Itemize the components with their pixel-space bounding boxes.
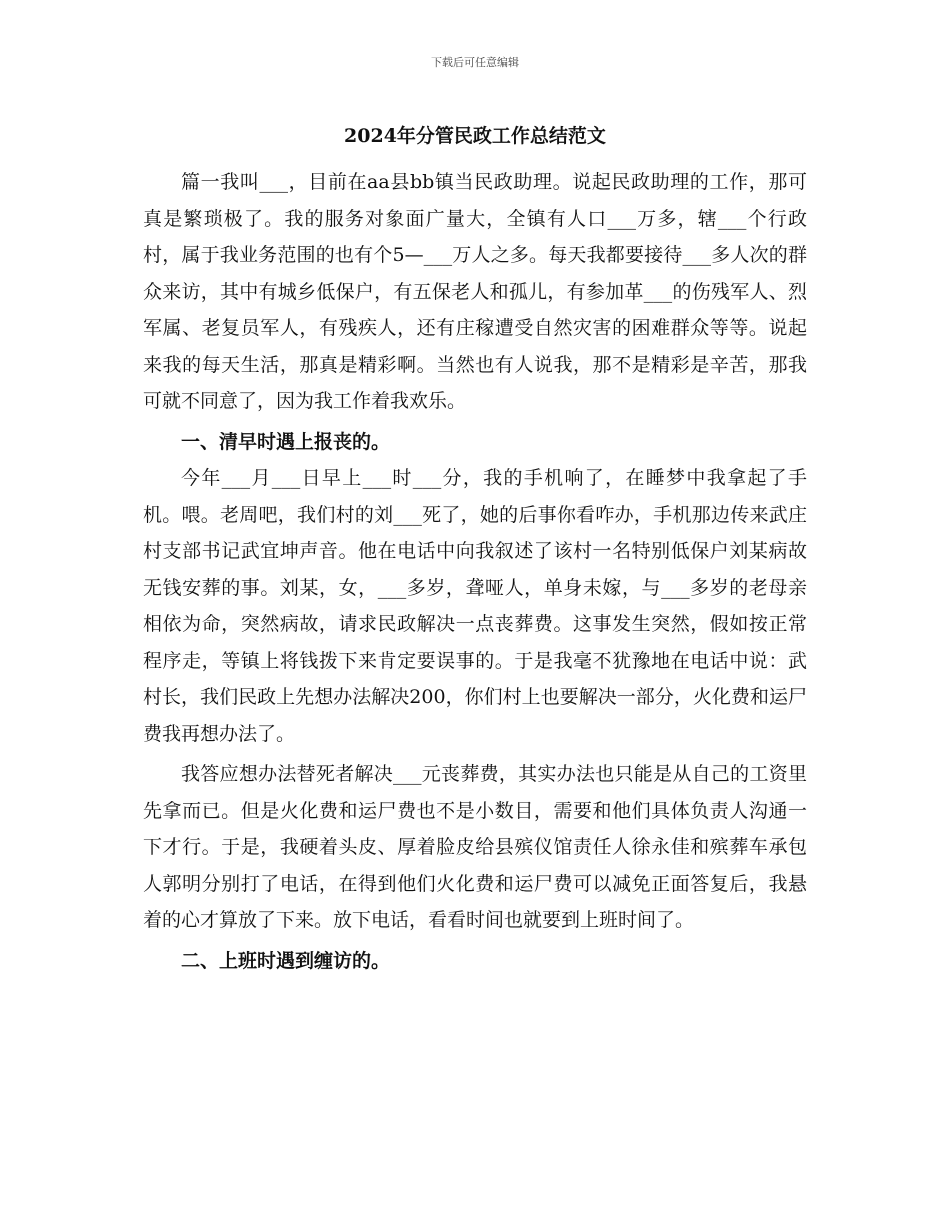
page-header-note: 下载后可任意编辑 (431, 56, 519, 69)
intro-paragraph: 篇一我叫___，目前在aa县bb镇当民政助理。说起民政助理的工作，那可真是繁琐极了。我的服务对象面广量大，全镇有人口___万多，辖___个行政村，属于我业务范围的也有个5—___万人之多。每天我都要接待___多人次的群众来访，其中有城乡低保户，有五保老人和孤儿，有参加革___的伤残军人、烈军属、老复员军人，有残疾人，还有庄稼遭受自然灾害的困难群众等等。说起来我的每天生活，那真是精彩啊。当然也有人说我，那不是精彩是辛苦，那我可就不同意了，因为我工作着我欢乐。 (143, 171, 807, 412)
document-body (143, 120, 807, 979)
section-2-heading: 二、上班时遇到缠访的。 (181, 949, 391, 972)
section-1-heading: 一、清早时遇上报丧的。 (181, 430, 391, 453)
section-1-paragraph-1: 今年___月___日早上___时___分，我的手机响了，在睡梦中我拿起了手机。喂。老周吧，我们村的刘___死了，她的后事你看咋办，手机那边传来武庄村支部书记武宜坤声音。他在电话中向我叙述了该村一名特别低保户刘某病故无钱安葬的事。刘某，女，___多岁，聋哑人，单身未嫁，与___多岁的老母亲相依为命，突然病故，请求民政解决一点丧葬费。这事发生突然，假如按正常程序走，等镇上将钱拨下来肯定要误事的。于是我毫不犹豫地在电话中说：武村长，我们民政上先想办法解决200，你们村上也要解决一部分，火化费和运尸费我再想办法了。 (143, 467, 807, 745)
section-1-paragraph-2: 我答应想办法替死者解决___元丧葬费，其实办法也只能是从自己的工资里先拿而已。但是火化费和运尸费也不是小数目，需要和他们具体负责人沟通一下才行。于是，我硬着头皮、厚着脸皮给县殡仪馆责任人徐永佳和殡葬车承包人郭明分别打了电话，在得到他们火化费和运尸费可以减免正面答复后，我悬着的心才算放了下来。放下电话，看看时间也就要到上班时间了。 (143, 763, 807, 931)
document-title: 2024年分管民政工作总结范文 (344, 125, 606, 147)
